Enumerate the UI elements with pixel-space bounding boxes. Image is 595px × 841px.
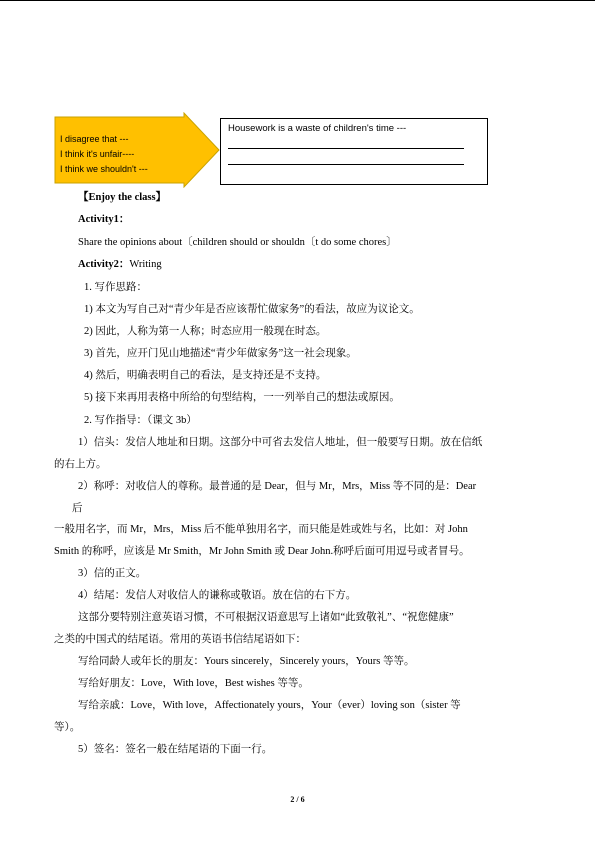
arrow-line: I disagree that --- — [60, 134, 129, 144]
para-closing: 4）结尾：发信人对收信人的谦称或敬语。放在信的右下方。 — [78, 590, 357, 601]
para-salutation-cont: 后 — [72, 503, 83, 514]
idea-item: 4) 然后，明确表明自己的看法，是支持还是不支持。 — [84, 370, 327, 381]
enjoy-heading: 【Enjoy the class】 — [78, 192, 167, 203]
closing-relatives: 写给亲戚：Love，With love，Affectionately yours，Your（ever）loving son（sister 等 — [78, 700, 461, 711]
top-rule — [0, 0, 595, 1]
closing-relatives-cont: 等）。 — [54, 722, 81, 733]
frame-title: Housework is a waste of children's time --- — [228, 123, 407, 134]
idea-item: 1) 本文为写自己对“青少年是否应该帮忙做家务”的看法，故应为议论文。 — [84, 304, 420, 315]
para-salutation: 2）称呼：对收信人的尊称。最普通的是 Dear，但与 Mr，Mrs，Miss 等不同的是：Dear — [78, 481, 477, 492]
para-note-cont: 之类的中国式的结尾语。常用的英语书信结尾语如下： — [54, 634, 306, 645]
writing-frame — [220, 118, 488, 185]
frame-write-line — [228, 148, 464, 149]
para-note: 这部分要特别注意英语习惯，不可根据汉语意思写上诸如“此致敬礼”、“祝您健康” — [78, 612, 454, 623]
para-letterhead: 1）信头：发信人地址和日期。这部分中可省去发信人地址，但一般要写日期。放在信纸 — [78, 437, 483, 448]
para-salutation-cont: Smith 的称呼，应该是 Mr Smith，Mr John Smith 或 Dear John.称呼后面可用逗号或者冒号。 — [54, 546, 470, 557]
closing-friends: 写给好朋友：Love，With love，Best wishes 等等。 — [78, 678, 309, 689]
activity2-suffix: Writing — [129, 259, 162, 270]
arrow-line: I think it's unfair---- — [60, 149, 135, 159]
activity1-text: Share the opinions about〔children should or shouldn〔t do some chores〕 — [78, 237, 397, 248]
para-letterhead-cont: 的右上方。 — [54, 459, 107, 470]
idea-item: 2) 因此，人称为第一人称；时态应用一般现在时态。 — [84, 326, 327, 337]
frame-write-line — [228, 164, 464, 165]
para-body: 3）信的正文。 — [78, 568, 147, 579]
idea-item: 3) 首先，应开门见山地描述“青少年做家务”这一社会现象。 — [84, 348, 357, 359]
closing-peers: 写给同龄人或年长的朋友：Yours sincerely，Sincerely yours，Yours 等等。 — [78, 656, 415, 667]
arrow-callout — [54, 112, 220, 188]
activity1-label: Activity1： — [78, 214, 130, 225]
page-number: 2 / 6 — [290, 795, 305, 804]
activity2-line — [78, 258, 162, 271]
arrow-text — [60, 132, 148, 177]
ideas-title: 1. 写作思路： — [84, 282, 147, 293]
guide-title: 2. 写作指导：（课文 3b） — [84, 415, 197, 426]
para-salutation-cont: 一般用名字，而 Mr，Mrs，Miss 后不能单独用名字，而只能是姓或姓与名，比如：对 John — [54, 524, 468, 535]
para-signature: 5）签名：签名一般在结尾语的下面一行。 — [78, 744, 273, 755]
idea-item: 5) 接下来再用表格中所给的句型结构，一一列举自己的想法或原因。 — [84, 392, 400, 403]
activity2-label: Activity2： — [78, 259, 130, 270]
arrow-line: I think we shouldn't --- — [60, 164, 148, 174]
